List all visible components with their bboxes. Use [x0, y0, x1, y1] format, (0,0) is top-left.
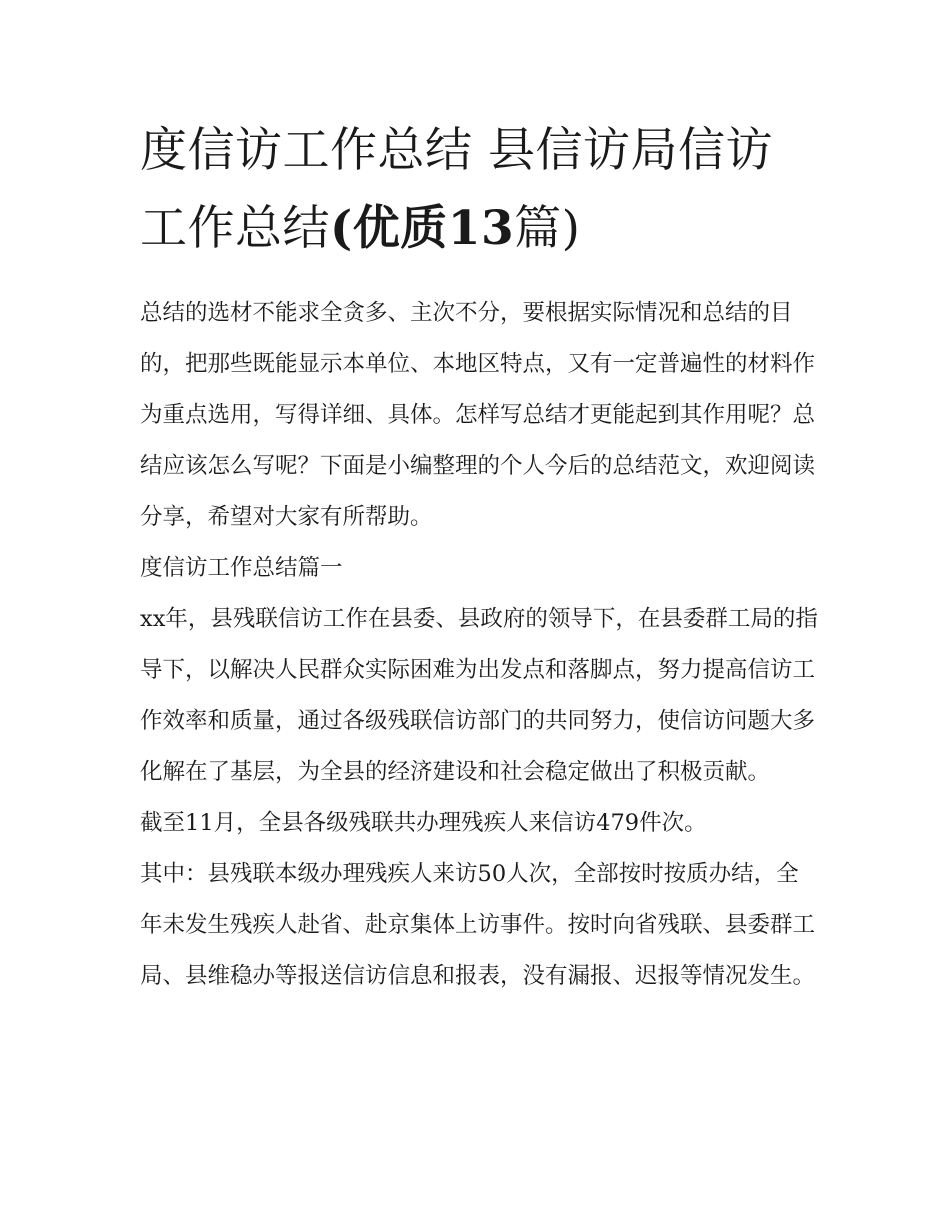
body-paragraph: 截至11月，全县各级残联共办理残疾人来信访479件次。 [140, 810, 707, 836]
body-paragraph: xx年，县残联信访工作在县委、县政府的领导下，在县委群工局的指导下，以解决人民群众实际困难为出发点和落脚点，努力提高信访工作效率和质量，通过各级残联信访部门的共同努力，使信访问题大多化解在了基层，为全县的经济建设和社会稳定做出了积极贡献。 [140, 606, 818, 785]
title-line-2-part-b: (优质 [330, 201, 448, 256]
title-line-1: 度信访工作总结 县信访局信访 [140, 123, 773, 178]
document-body [140, 288, 820, 1002]
body-paragraph: 其中：县残联本级办理残疾人来访50人次，全部按时按质办结，全年未发生残疾人赴省、赴京集体上访事件。按时向省残联、县委群工局、县维稳办等报送信访信息和报表，没有漏报、迟报等情况发生。 [140, 861, 816, 989]
title-line-2-part-d: 篇) [514, 201, 581, 256]
title-line-2-part-a: 工作总结 [140, 201, 330, 256]
section-heading: 度信访工作总结篇一 [140, 555, 343, 581]
document-page [140, 112, 820, 1002]
intro-paragraph: 总结的选材不能求全贪多、主次不分，要根据实际情况和总结的目的，把那些既能显示本单位、本地区特点，又有一定普遍性的材料作为重点选用，写得详细、具体。怎样写总结才更能起到其作用呢？总结应该怎么写呢？下面是小编整理的个人今后的总结范文，欢迎阅读分享，希望对大家有所帮助。 [140, 300, 816, 530]
title-line-2-part-c: 13 [447, 201, 515, 256]
document-title [140, 112, 820, 268]
